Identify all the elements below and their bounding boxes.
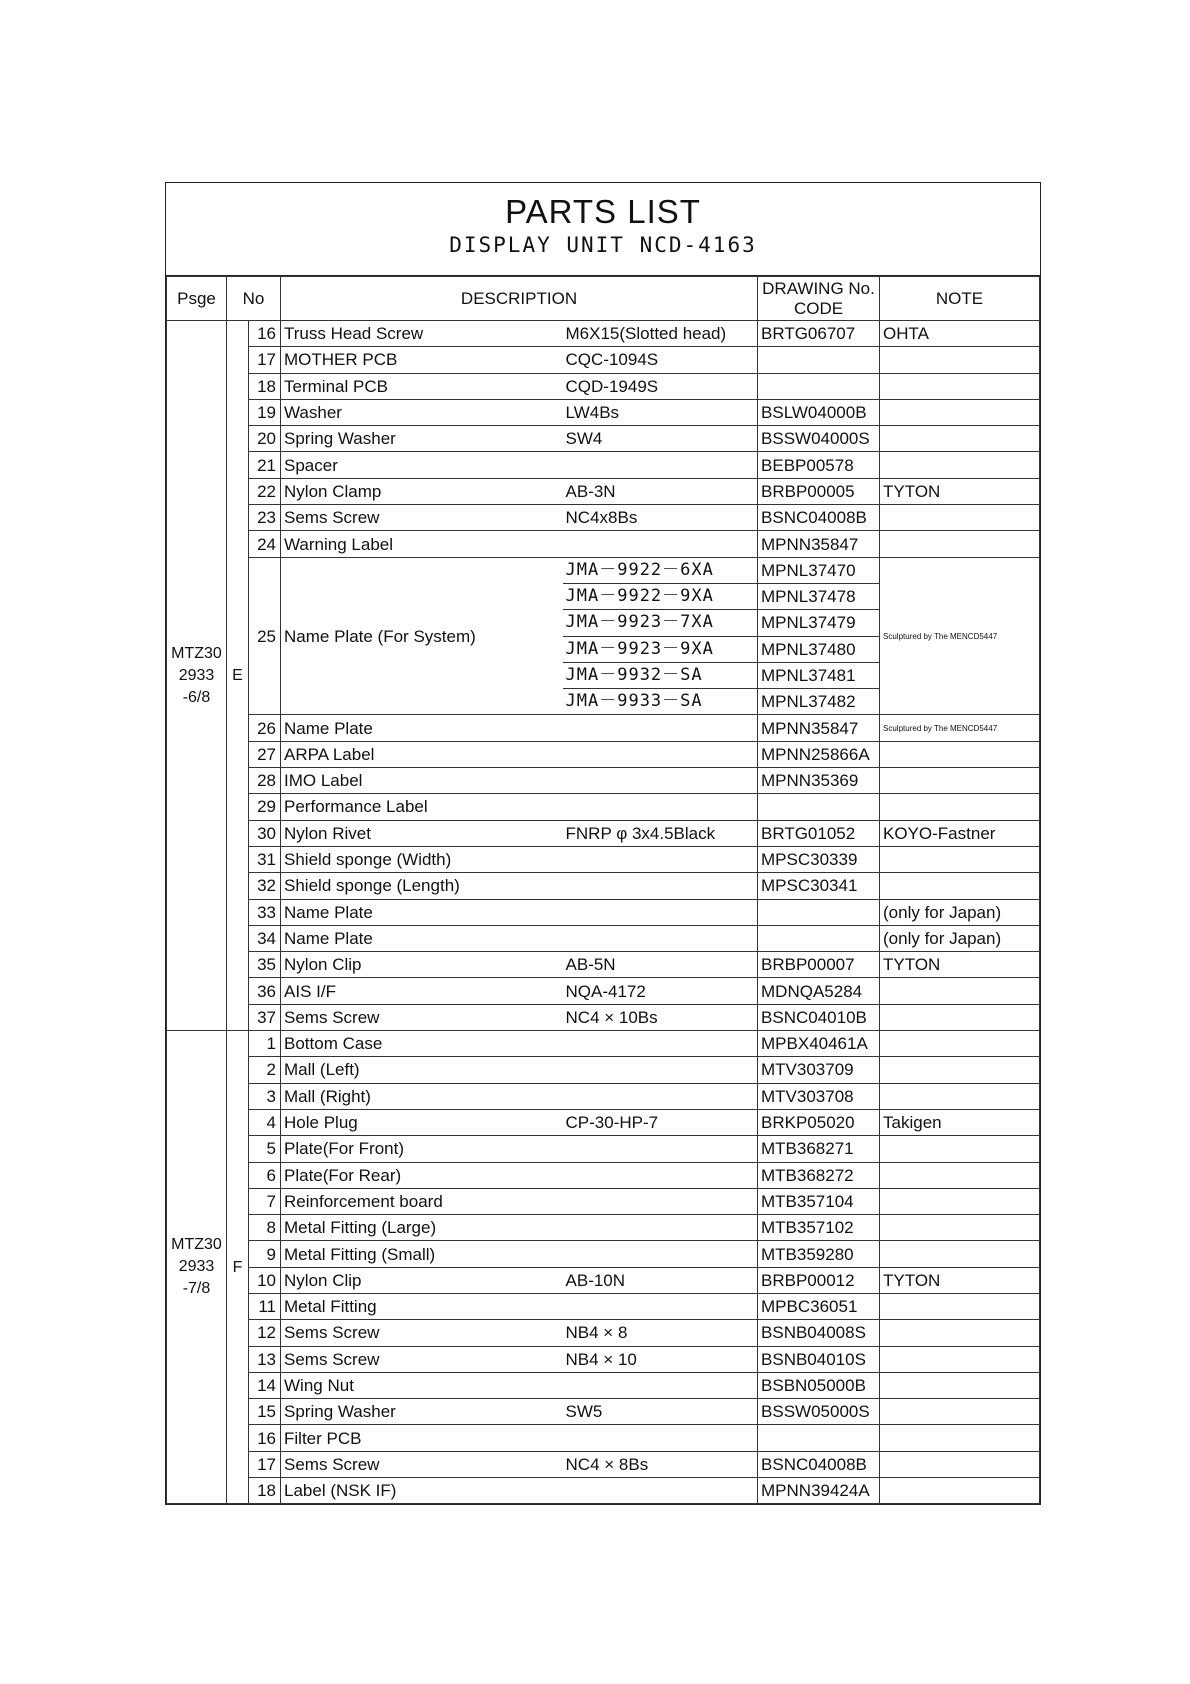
header-drawing-line2: CODE [793,298,844,318]
item-drawing-code: BSLW04000B [758,399,880,425]
item-spec: JMA－9932－SA [563,662,758,688]
table-row [167,1241,1040,1267]
item-number: 26 [249,715,281,741]
item-number: 9 [249,1241,281,1267]
item-drawing-code: MPBC36051 [758,1293,880,1319]
table-row [167,321,1040,347]
page-ref-line: 2933 [178,1258,215,1276]
item-spec: LW4Bs [563,399,758,425]
table-row [167,1215,1040,1241]
page-ref-line: MTZ30 [171,1236,222,1254]
item-note [880,1372,1040,1398]
item-description: Nylon Clip [281,1267,563,1293]
item-description: Mall (Left) [281,1057,563,1083]
item-drawing-code: BRKP05020 [758,1109,880,1135]
item-description: Name Plate (For System) [281,557,563,715]
item-drawing-code: BRBP00012 [758,1267,880,1293]
item-drawing-code [758,347,880,373]
item-number: 5 [249,1136,281,1162]
item-note: OHTA [880,321,1040,347]
table-row [167,715,1040,741]
item-drawing-code: BSSW05000S [758,1399,880,1425]
item-spec: AB-5N [563,952,758,978]
page-ref-line: MTZ30 [171,644,222,662]
item-number: 1 [249,1031,281,1057]
item-number: 23 [249,505,281,531]
item-number: 3 [249,1083,281,1109]
title-block [166,183,1040,276]
table-row [167,1031,1040,1057]
item-spec [563,1478,758,1504]
item-note [880,873,1040,899]
item-drawing-code: BRTG06707 [758,321,880,347]
item-drawing-code: MTV303708 [758,1083,880,1109]
item-description: Hole Plug [281,1109,563,1135]
item-drawing-code: BEBP00578 [758,452,880,478]
item-drawing-code: BRBP00005 [758,478,880,504]
table-row [167,1320,1040,1346]
item-spec [563,1293,758,1319]
table-row [167,1346,1040,1372]
item-spec [563,925,758,951]
table-row [167,1004,1040,1030]
item-number: 22 [249,478,281,504]
item-description: Shield sponge (Length) [281,873,563,899]
item-number: 11 [249,1293,281,1319]
item-spec: JMA－9922－6XA [563,557,758,583]
table-row [167,426,1040,452]
item-description: Mall (Right) [281,1083,563,1109]
item-note: Sculptured by The MENCD5447 [880,715,1040,741]
item-number: 13 [249,1346,281,1372]
item-description: AIS I/F [281,978,563,1004]
item-note: (only for Japan) [880,925,1040,951]
item-note [880,1399,1040,1425]
item-spec: NC4x8Bs [563,505,758,531]
item-drawing-code [758,373,880,399]
item-note [880,1241,1040,1267]
table-header-row [167,277,1040,321]
item-note [880,505,1040,531]
item-note [880,1136,1040,1162]
item-spec: JMA－9933－SA [563,689,758,715]
item-number: 6 [249,1162,281,1188]
item-spec: JMA－9923－7XA [563,610,758,636]
item-spec [563,873,758,899]
item-number: 15 [249,1399,281,1425]
item-note: TYTON [880,1267,1040,1293]
item-spec [563,768,758,794]
item-note: Takigen [880,1109,1040,1135]
item-note [880,846,1040,872]
header-note: NOTE [880,277,1040,321]
document-title: PARTS LIST [505,193,701,230]
item-description: Washer [281,399,563,425]
item-note [880,1215,1040,1241]
table-row [167,925,1040,951]
item-description: Spacer [281,452,563,478]
table-row [167,1057,1040,1083]
item-description: Metal Fitting (Small) [281,1241,563,1267]
item-description: Bottom Case [281,1031,563,1057]
item-description: Label (NSK IF) [281,1478,563,1504]
item-drawing-code: MPNL37479 [758,610,880,636]
item-number: 30 [249,820,281,846]
item-drawing-code: MPSC30341 [758,873,880,899]
item-description: Spring Washer [281,1399,563,1425]
item-description: Metal Fitting (Large) [281,1215,563,1241]
item-drawing-code: BSNB04008S [758,1320,880,1346]
item-description: Nylon Rivet [281,820,563,846]
item-spec [563,452,758,478]
header-drawing-line1: DRAWING No. [762,278,875,298]
item-spec [563,1031,758,1057]
item-spec: SW5 [563,1399,758,1425]
item-drawing-code: MPSC30339 [758,846,880,872]
item-note: Sculptured by The MENCD5447 [880,557,1040,715]
item-drawing-code: MTV303709 [758,1057,880,1083]
page-ref-line: 2933 [178,666,215,684]
item-number: 31 [249,846,281,872]
item-description: Performance Label [281,794,563,820]
page-ref-line: -6/8 [182,688,211,706]
table-row [167,373,1040,399]
item-spec: NB4 × 10 [563,1346,758,1372]
item-spec: NC4 × 10Bs [563,1004,758,1030]
table-row [167,768,1040,794]
item-note [880,373,1040,399]
table-row [167,478,1040,504]
parts-table-body [167,321,1040,1504]
item-drawing-code: BSNC04010B [758,1004,880,1030]
item-spec: NC4 × 8Bs [563,1451,758,1477]
item-description: Sems Screw [281,1320,563,1346]
item-note [880,1320,1040,1346]
item-number: 17 [249,1451,281,1477]
item-spec: CQD-1949S [563,373,758,399]
item-spec: NQA-4172 [563,978,758,1004]
item-description: Metal Fitting [281,1293,563,1319]
item-drawing-code [758,925,880,951]
item-spec: CQC-1094S [563,347,758,373]
item-number: 7 [249,1188,281,1214]
item-number: 27 [249,741,281,767]
item-drawing-code [758,794,880,820]
table-row [167,820,1040,846]
item-drawing-code: MTB368272 [758,1162,880,1188]
item-description: Plate(For Rear) [281,1162,563,1188]
header-description: DESCRIPTION [281,277,758,321]
item-drawing-code: MPNN35847 [758,715,880,741]
table-row [167,1372,1040,1398]
item-spec: SW4 [563,426,758,452]
item-number: 32 [249,873,281,899]
table-row [167,1136,1040,1162]
table-row [167,978,1040,1004]
item-drawing-code: MPNN35847 [758,531,880,557]
page-cell [167,1031,227,1504]
item-description: Filter PCB [281,1425,563,1451]
document-subtitle: DISPLAY UNIT NCD-4163 [449,233,757,257]
item-description: IMO Label [281,768,563,794]
item-spec [563,741,758,767]
item-spec: AB-3N [563,478,758,504]
item-note: (only for Japan) [880,899,1040,925]
item-note [880,978,1040,1004]
item-description: Nylon Clip [281,952,563,978]
item-description: Truss Head Screw [281,321,563,347]
item-note [880,794,1040,820]
item-drawing-code [758,1425,880,1451]
item-note: TYTON [880,952,1040,978]
item-note [880,1425,1040,1451]
page-cell [167,321,227,1031]
item-description: Name Plate [281,899,563,925]
table-row [167,1162,1040,1188]
item-description: Name Plate [281,715,563,741]
item-drawing-code: BSNC04008B [758,1451,880,1477]
item-number: 4 [249,1109,281,1135]
item-drawing-code: MPNN39424A [758,1478,880,1504]
item-drawing-code: MPNL37481 [758,662,880,688]
item-spec: NB4 × 8 [563,1320,758,1346]
item-description: Name Plate [281,925,563,951]
item-description: Warning Label [281,531,563,557]
table-row [167,1267,1040,1293]
table-row [167,873,1040,899]
item-number: 2 [249,1057,281,1083]
table-row [167,794,1040,820]
item-note: TYTON [880,478,1040,504]
item-number: 18 [249,373,281,399]
table-row [167,741,1040,767]
header-page: Psge [167,277,227,321]
parts-list-sheet [165,182,1041,1505]
item-number: 34 [249,925,281,951]
item-spec: M6X15(Slotted head) [563,321,758,347]
table-row [167,899,1040,925]
item-number: 25 [249,557,281,715]
item-spec: JMA－9923－9XA [563,636,758,662]
item-spec [563,715,758,741]
item-number: 19 [249,399,281,425]
item-spec [563,1425,758,1451]
table-row [167,846,1040,872]
item-number: 16 [249,1425,281,1451]
table-row [167,1451,1040,1477]
item-drawing-code: BSBN05000B [758,1372,880,1398]
item-note [880,531,1040,557]
item-drawing-code: BSSW04000S [758,426,880,452]
table-row [167,557,1040,583]
item-note [880,1478,1040,1504]
table-row [167,452,1040,478]
item-note [880,1346,1040,1372]
item-note [880,1451,1040,1477]
table-row [167,1399,1040,1425]
item-note: KOYO-Fastner [880,820,1040,846]
item-number: 10 [249,1267,281,1293]
item-number: 16 [249,321,281,347]
table-row [167,1109,1040,1135]
item-spec [563,794,758,820]
item-spec [563,899,758,925]
item-drawing-code: MPNN25866A [758,741,880,767]
item-number: 28 [249,768,281,794]
item-note [880,1057,1040,1083]
item-drawing-code: MDNQA5284 [758,978,880,1004]
item-note [880,426,1040,452]
item-drawing-code: MTB357102 [758,1215,880,1241]
item-drawing-code: MPNL37470 [758,557,880,583]
item-drawing-code [758,899,880,925]
table-row [167,1188,1040,1214]
table-row [167,1293,1040,1319]
item-spec [563,1372,758,1398]
item-description: ARPA Label [281,741,563,767]
item-spec [563,1162,758,1188]
item-drawing-code: MPNL37480 [758,636,880,662]
item-note [880,452,1040,478]
item-note [880,768,1040,794]
item-note [880,347,1040,373]
item-spec [563,531,758,557]
item-spec [563,1057,758,1083]
item-drawing-code: MTB368271 [758,1136,880,1162]
item-description: Wing Nut [281,1372,563,1398]
item-spec [563,1241,758,1267]
item-drawing-code: MTB357104 [758,1188,880,1214]
item-number: 36 [249,978,281,1004]
parts-table [166,276,1040,1504]
item-drawing-code: MPNL37482 [758,689,880,715]
item-drawing-code: MPNN35369 [758,768,880,794]
item-number: 24 [249,531,281,557]
item-spec: CP-30-HP-7 [563,1109,758,1135]
table-row [167,952,1040,978]
item-number: 8 [249,1215,281,1241]
item-drawing-code: MTB359280 [758,1241,880,1267]
item-note [880,741,1040,767]
table-row [167,1478,1040,1504]
item-drawing-code: BSNB04010S [758,1346,880,1372]
item-note [880,1083,1040,1109]
header-no: No [227,277,281,321]
header-drawing-code [758,277,880,321]
item-description: MOTHER PCB [281,347,563,373]
item-number: 35 [249,952,281,978]
item-spec [563,1083,758,1109]
item-number: 37 [249,1004,281,1030]
item-description: Sems Screw [281,1451,563,1477]
item-spec [563,846,758,872]
item-description: Sems Screw [281,1004,563,1030]
item-spec: FNRP φ 3x4.5Black [563,820,758,846]
item-drawing-code: BSNC04008B [758,505,880,531]
item-drawing-code: MPNL37478 [758,583,880,609]
table-row [167,1083,1040,1109]
item-number: 12 [249,1320,281,1346]
item-spec [563,1188,758,1214]
section-cell: E [227,321,249,1031]
item-note [880,1188,1040,1214]
item-note [880,399,1040,425]
item-spec: AB-10N [563,1267,758,1293]
table-row [167,505,1040,531]
section-cell: F [227,1031,249,1504]
table-row [167,399,1040,425]
item-number: 29 [249,794,281,820]
item-number: 18 [249,1478,281,1504]
item-description: Terminal PCB [281,373,563,399]
table-row [167,347,1040,373]
item-description: Spring Washer [281,426,563,452]
item-note [880,1162,1040,1188]
item-number: 14 [249,1372,281,1398]
item-number: 17 [249,347,281,373]
item-note [880,1004,1040,1030]
item-description: Shield sponge (Width) [281,846,563,872]
table-row [167,531,1040,557]
item-number: 21 [249,452,281,478]
item-note [880,1293,1040,1319]
item-spec: JMA－9922－9XA [563,583,758,609]
table-row [167,1425,1040,1451]
item-spec [563,1136,758,1162]
item-drawing-code: MPBX40461A [758,1031,880,1057]
item-description: Plate(For Front) [281,1136,563,1162]
item-number: 33 [249,899,281,925]
item-drawing-code: BRBP00007 [758,952,880,978]
item-spec [563,1215,758,1241]
page-ref-line: -7/8 [182,1280,211,1298]
item-number: 20 [249,426,281,452]
item-description: Nylon Clamp [281,478,563,504]
item-description: Sems Screw [281,505,563,531]
item-description: Reinforcement board [281,1188,563,1214]
item-drawing-code: BRTG01052 [758,820,880,846]
item-description: Sems Screw [281,1346,563,1372]
item-note [880,1031,1040,1057]
